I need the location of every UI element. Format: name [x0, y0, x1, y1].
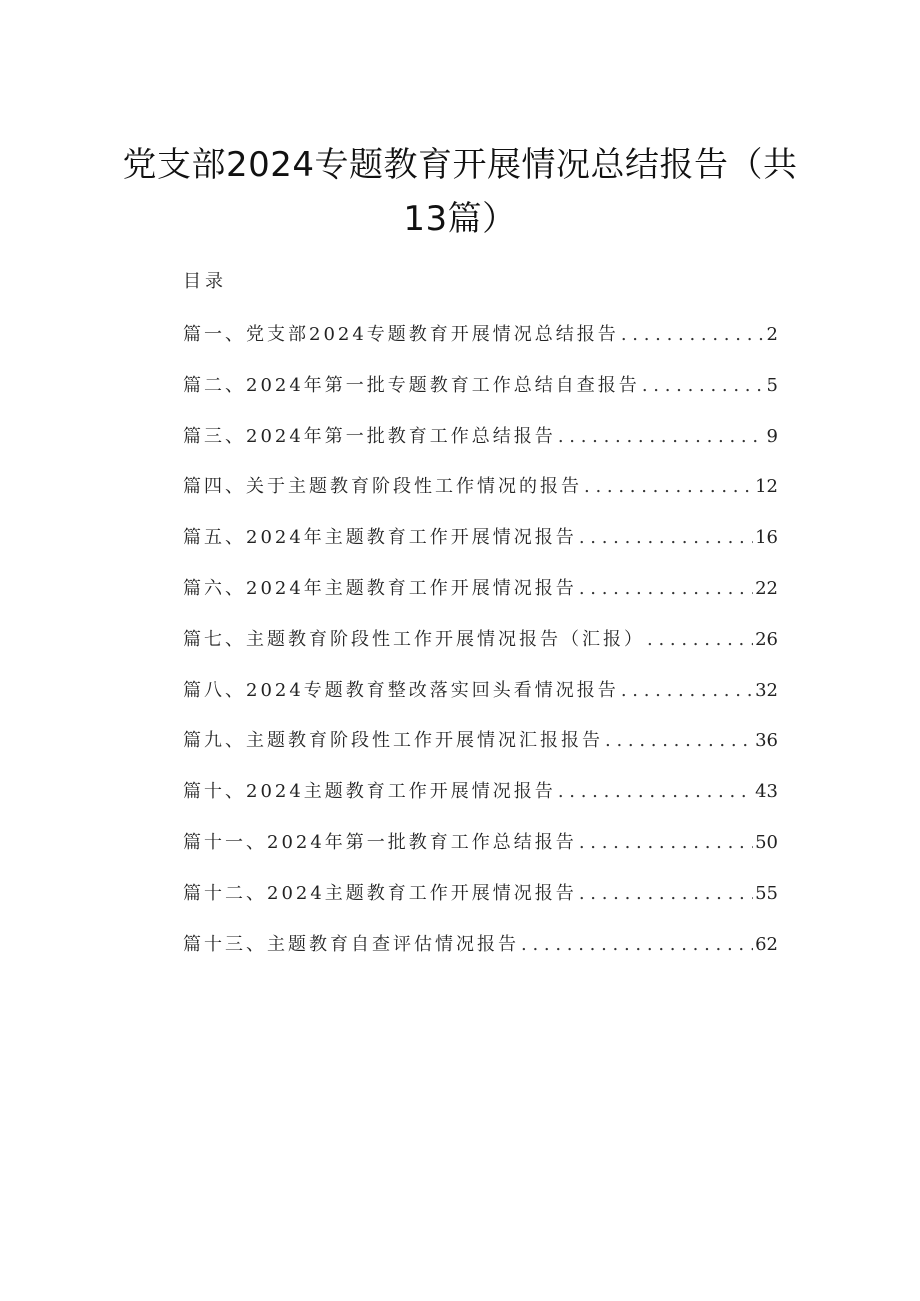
- toc-entry[interactable]: [183, 728, 778, 753]
- toc-page-number: 62: [755, 933, 778, 955]
- toc-entry[interactable]: [183, 322, 778, 347]
- document-title: [120, 138, 800, 246]
- toc-entry[interactable]: [183, 932, 778, 957]
- toc-page-number: 9: [766, 425, 778, 447]
- title-line-2: 13篇）: [403, 199, 517, 239]
- toc-leader-dots: [584, 474, 753, 499]
- toc-leader-dots: [579, 830, 753, 855]
- toc-leader-dots: [621, 322, 765, 347]
- toc-leader-dots: [579, 881, 753, 906]
- toc-page-number: 22: [755, 577, 778, 599]
- toc-page-number: 36: [755, 730, 778, 752]
- toc-entry[interactable]: [183, 525, 778, 550]
- toc-leader-dots: [647, 627, 753, 652]
- toc-entry-title: 篇二、2024年第一批专题教育工作总结自查报告: [183, 374, 640, 396]
- toc-entry-title: 篇十二、2024主题教育工作开展情况报告: [183, 882, 577, 904]
- toc-page-number: 26: [755, 628, 778, 650]
- toc-entry-title: 篇十一、2024年第一批教育工作总结报告: [183, 831, 577, 853]
- toc-entry-title: 篇七、主题教育阶段性工作开展情况报告（汇报）: [183, 628, 645, 650]
- toc-page-number: 5: [766, 374, 778, 396]
- toc-entry[interactable]: [183, 881, 778, 906]
- toc-entry-title: 篇九、主题教育阶段性工作开展情况汇报报告: [183, 730, 603, 752]
- toc-entry-title: 篇十三、主题教育自查评估情况报告: [183, 933, 519, 955]
- toc-page-number: 43: [755, 781, 778, 803]
- toc-leader-dots: [605, 728, 753, 753]
- toc-entry[interactable]: [183, 474, 778, 499]
- toc-leader-dots: [642, 373, 765, 398]
- toc-entry-title: 篇五、2024年主题教育工作开展情况报告: [183, 527, 577, 549]
- toc-entry-title: 篇八、2024专题教育整改落实回头看情况报告: [183, 679, 619, 701]
- toc-heading: 目录: [183, 271, 227, 292]
- toc-entry-title: 篇三、2024年第一批教育工作总结报告: [183, 425, 556, 447]
- toc-page-number: 16: [755, 527, 778, 549]
- toc-page-number: 55: [755, 882, 778, 904]
- toc-entry[interactable]: [183, 779, 778, 804]
- toc-leader-dots: [521, 932, 753, 957]
- toc-entry[interactable]: [183, 678, 778, 703]
- toc-entry[interactable]: [183, 424, 778, 449]
- table-of-contents: [183, 322, 778, 982]
- toc-leader-dots: [558, 424, 765, 449]
- toc-leader-dots: [558, 779, 753, 804]
- toc-entry[interactable]: [183, 373, 778, 398]
- toc-page-number: 32: [755, 679, 778, 701]
- toc-entry-title: 篇一、党支部2024专题教育开展情况总结报告: [183, 324, 619, 345]
- toc-leader-dots: [621, 678, 753, 703]
- toc-entry[interactable]: [183, 627, 778, 652]
- toc-leader-dots: [579, 576, 753, 601]
- toc-entry-title: 篇十、2024主题教育工作开展情况报告: [183, 781, 556, 803]
- toc-page-number: 2: [766, 324, 778, 345]
- toc-entry[interactable]: [183, 830, 778, 855]
- title-line-1: 党支部2024专题教育开展情况总结报告（共: [122, 145, 798, 185]
- toc-leader-dots: [579, 525, 753, 550]
- toc-entry-title: 篇六、2024年主题教育工作开展情况报告: [183, 577, 577, 599]
- toc-entry[interactable]: [183, 576, 778, 601]
- toc-page-number: 12: [755, 476, 778, 498]
- toc-page-number: 50: [755, 831, 778, 853]
- toc-entry-title: 篇四、关于主题教育阶段性工作情况的报告: [183, 476, 582, 498]
